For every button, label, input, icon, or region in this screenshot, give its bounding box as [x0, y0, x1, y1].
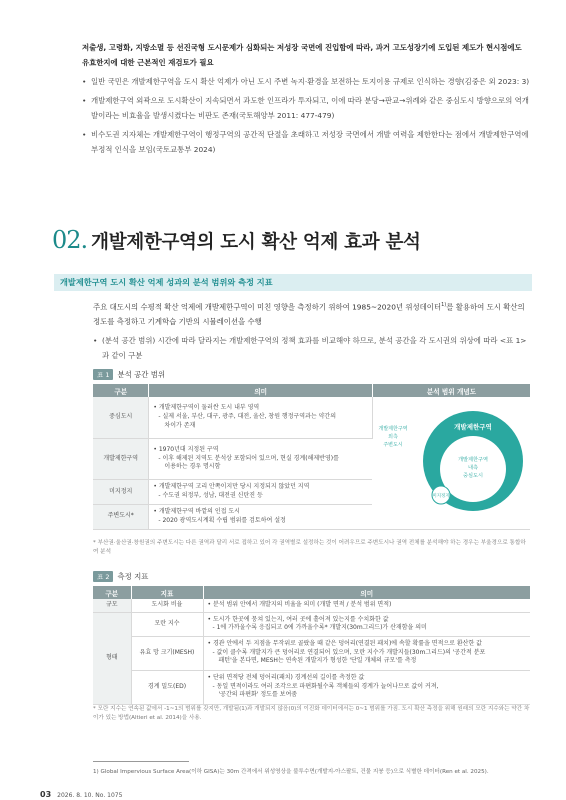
intro-bullet-2: • 개발제한구역 외곽으로 도시확산이 지속되면서 과도한 인프라가 투자되고, 이에 따라 분당→판교→위례와 같은 중심도시 방향으로의 역개발이라는 비효율을 발생시켰다는 비판도 존재(국토해양부 2011: 477-479)	[82, 93, 530, 123]
table2-meaning: • 분석 범위 안에서 개발지의 비율을 의미 (개발 면적 / 분석 범위 면적)	[203, 599, 530, 612]
intro-block	[82, 40, 530, 157]
table2-cat: 규모	[93, 599, 131, 612]
body-bullet: • (분석 공간 범위) 시간에 따라 달라지는 개발제한구역의 정책 효과를 비교해야 하므로, 분석 공간을 각 도시권의 위상에 따라 <표 1>과 같이 구분	[93, 333, 530, 363]
table-row	[93, 636, 530, 670]
table2-header-cat: 구분	[93, 586, 131, 599]
table2-label	[93, 571, 148, 582]
table1-cat: 중심도시	[93, 397, 149, 438]
footnote: 1) Global Impervious Surface Area(이하 GISA)는 30m 간격에서 위성영상을 불투수면(개발지-아스팔트, 건물 지붕 등)으로 식별한 데이터(Ren et al. 2025).	[93, 769, 489, 775]
small-circle-label: 미지정지	[432, 494, 450, 499]
table-row	[93, 670, 530, 704]
table2-indicator: 모란 지수	[131, 612, 203, 636]
table1-label	[93, 369, 165, 380]
table1-cat: 주변도시*	[93, 504, 149, 529]
table1-note: * 부산권·울산권·창원권의 주변도시는 다른 권역과 달리 서로 접하고 있어 각 권역별로 설정하는 것이 어려우므로 주변도시나 권역 전체를 분석해야 하는 경우는 부울경으로 통합하여 분석	[93, 540, 526, 555]
table1-header-meaning: 의미	[149, 384, 373, 397]
table2-indicator: 유효 망 크기(MESH)	[131, 636, 203, 670]
table2-meaning: • 경관 안에서 두 지점을 무작위로 골랐을 때 같은 덩어리(연결된 패치)에 속할 확률을 면적으로 환산한 값 - 값이 클수록 개발지가 큰 덩어리로 연결되어 있으며, 모란 지수가 개발지들(30m그리드)의 '공간적 분포 패턴'을 본다면, MESH는 연속된 개발지가 형성한 '단일 개체의 규모'를 측정	[203, 636, 530, 670]
left-label-3: 주변도시	[383, 442, 403, 448]
table2-tag: 표 2	[93, 571, 113, 582]
table1-tag: 표 1	[93, 369, 113, 380]
page-number: 03	[40, 790, 52, 799]
table2-header-meaning: 의미	[203, 586, 530, 599]
table1-meaning: • 개발제한구역 고리 안쪽이지만 당시 지정되지 않았던 지역 - 수도권 의정부, 성남, 대전권 신탄진 등	[149, 480, 373, 505]
table2-indicator: 경계 밀도(ED)	[131, 670, 203, 704]
analysis-range-diagram	[373, 397, 530, 525]
table1-diagram-cell	[372, 397, 530, 529]
table2-cat: 형태	[93, 612, 131, 704]
inner-label-2: 내측	[467, 465, 478, 471]
subheading: 개발제한구역 도시 확산 억제 성과의 분석 범위와 측정 지표	[60, 277, 273, 287]
table1-meaning: • 개발제한구역 바깥의 인접 도시 - 2020 광역도시계획 수립 범위를 검토하여 설정	[149, 504, 373, 529]
body-block	[93, 298, 530, 363]
intro-bold-line: 저출생, 고령화, 지방소멸 등 선진국형 도시문제가 심화되는 저성장 국면에 진입함에 따라, 과거 고도성장기에 도입된 제도가 현시점에도 유효한지에 대한 근본적인 재검토가 필요	[82, 43, 522, 67]
table1-cat: 미지정지	[93, 480, 149, 505]
inner-label-3: 중심도시	[462, 473, 484, 479]
table1-header-diagram: 분석 범위 개념도	[372, 384, 530, 397]
body-paragraph: 주요 대도시의 수평적 확산 억제에 개발제한구역이 미친 영향을 측정하기 위하여 1985~2020년 위성데이터$^{1)}$를 활용하여 도시 확산의 정도를 측정하고 기계학습 기반의 시뮬레이션을 수행	[93, 302, 525, 327]
footnote-rule	[93, 761, 189, 762]
table2-note: * 모란 지수는 연속된 값에서 -1~1의 범위를 갖지만, 개발됨(1)과 개발되지 않음(0)의 이진화 데이터에서는 0~1 범위를 가짐. 도시 확산 측정을 위해 원래의 모란 지수와는 약간 차이가 있는 방법(Altieri et al. 2014)을 사용.	[93, 706, 530, 721]
section-number: 02.	[52, 226, 88, 254]
table2-meaning: • 단위 면적당 전체 덩어리(패치) 경계선의 길이를 측정한 값 - 동일 면적이라도 여러 조각으로 파편화될수록 객체들의 경계가 늘어나므로 값이 커져, '공간의 파편화' 정도를 보여줌	[203, 670, 530, 704]
table2	[93, 586, 530, 705]
table2-title: 측정 지표	[117, 572, 149, 581]
intro-bullet-1: • 일반 국민은 개발제한구역을 도시 확산 억제가 아닌 도시 주변 녹지·환경을 보전하는 토지이용 규제로 인식하는 경향(김중은 외 2023: 3)	[82, 74, 530, 89]
table1-header-row	[93, 384, 530, 397]
outer-ring-label: 개발제한구역	[454, 423, 492, 431]
left-label-2: 외측	[388, 434, 398, 440]
table2-header-indicator: 지표	[131, 586, 203, 599]
left-label-1: 개발제한구역	[378, 426, 408, 432]
table-row	[93, 612, 530, 636]
section-title	[52, 226, 421, 254]
section-heading: 개발제한구역의 도시 확산 억제 효과 분석	[91, 232, 421, 253]
intro-bullet-3: • 비수도권 지자체는 개발제한구역이 행정구역의 공간적 단절을 초래하고 저성장 국면에서 개발 여력을 제한한다는 점에서 개발제한구역에 부정적 인식을 보임(국토교통부 2024)	[82, 127, 530, 157]
inner-label-1: 개발제한구역	[457, 457, 489, 463]
table1-header-cat: 구분	[93, 384, 149, 397]
table1-cat: 개발제한구역	[93, 438, 149, 479]
table1-meaning: • 개발제한구역이 둘러싼 도시 내부 영역 - 실제 서울, 부산, 대구, 광주, 대전, 울산, 창원 행정구역과는 약간의 차이가 존재	[149, 397, 373, 438]
table-row	[93, 397, 530, 438]
page-footer	[40, 790, 122, 799]
table1	[93, 384, 530, 530]
table1-meaning: • 1970년대 지정된 구역 - 이후 해제된 지역도 분석상 포함되어 있으며, 현실 경계(해제반영)를 이용하는 경우 명시함	[149, 438, 373, 479]
table2-indicator: 도시화 비율	[131, 599, 203, 612]
issue-date: 2026. 8. 10. No. 1075	[57, 792, 123, 799]
table2-header-row	[93, 586, 530, 599]
table2-meaning: • 도시가 한곳에 뭉쳐 있는지, 여러 곳에 흩어져 있는지를 수치화한 값 - 1에 가까울수록 응집되고 0에 가까울수록* 개발지(30m그리드)가 산재함을 의미	[203, 612, 530, 636]
table-row	[93, 599, 530, 612]
table1-title: 분석 공간 범위	[117, 370, 166, 379]
